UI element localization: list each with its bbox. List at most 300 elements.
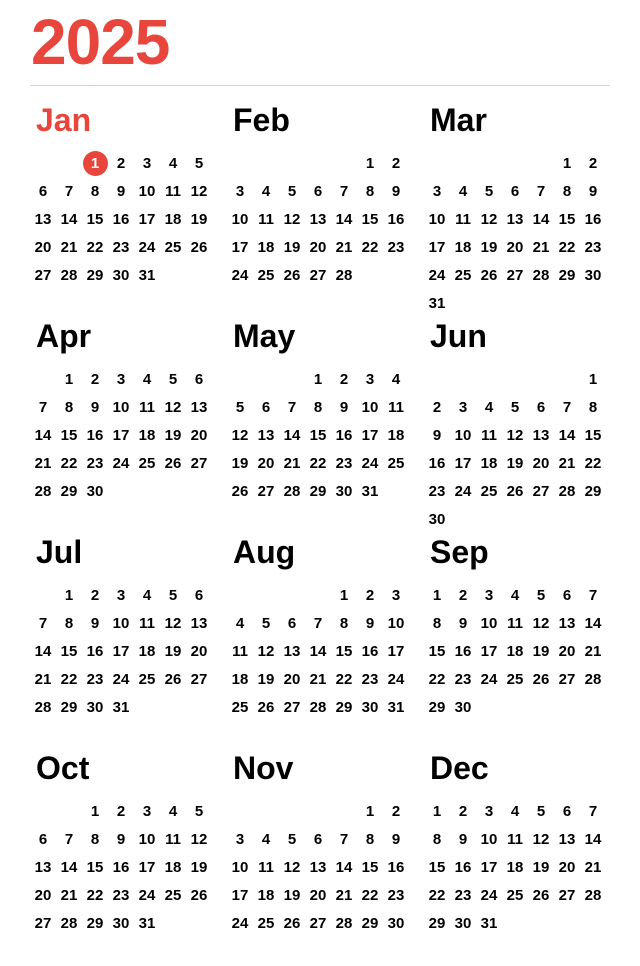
day-cell[interactable]: 6 (536, 398, 546, 416)
month-apr[interactable] (30, 314, 227, 530)
day-cell[interactable]: 19 (480, 238, 498, 256)
day-cell[interactable]: 20 (309, 238, 327, 256)
day-cell[interactable]: 13 (309, 210, 327, 228)
day-cell[interactable]: 1 (64, 586, 74, 604)
day-cell[interactable]: 22 (361, 238, 379, 256)
day-cell[interactable]: 25 (231, 698, 249, 716)
day-cell[interactable]: 13 (558, 614, 576, 632)
day-cell[interactable]: 23 (454, 670, 472, 688)
day-cell[interactable]: 15 (309, 426, 327, 444)
day-cell[interactable]: 28 (335, 266, 353, 284)
month-dec[interactable] (424, 746, 621, 962)
day-cell[interactable]: 22 (309, 454, 327, 472)
day-cell[interactable]: 24 (428, 266, 446, 284)
day-cell[interactable]: 29 (361, 914, 379, 932)
day-cell[interactable]: 21 (584, 858, 602, 876)
day-cell[interactable]: 17 (112, 426, 130, 444)
day-cell[interactable]: 8 (365, 830, 375, 848)
day-cell[interactable]: 3 (235, 830, 245, 848)
day-cell[interactable]: 25 (506, 886, 524, 904)
day-cell[interactable]: 1 (432, 586, 442, 604)
day-cell[interactable]: 16 (112, 858, 130, 876)
day-cell[interactable]: 7 (536, 182, 546, 200)
day-cell[interactable]: 29 (86, 914, 104, 932)
day-cell[interactable]: 21 (60, 886, 78, 904)
day-cell[interactable]: 27 (506, 266, 524, 284)
day-cell[interactable]: 12 (190, 182, 208, 200)
day-cell[interactable]: 3 (142, 154, 152, 172)
month-jan[interactable] (30, 98, 227, 314)
day-cell[interactable]: 20 (506, 238, 524, 256)
day-cell[interactable]: 29 (86, 266, 104, 284)
day-cell[interactable]: 10 (112, 398, 130, 416)
day-cell[interactable]: 11 (258, 210, 274, 228)
day-cell[interactable]: 9 (90, 398, 100, 416)
day-cell[interactable]: 13 (309, 858, 327, 876)
day-cell[interactable]: 5 (261, 614, 271, 632)
day-cell[interactable]: 2 (116, 802, 126, 820)
day-cell[interactable]: 26 (283, 266, 301, 284)
day-cell[interactable]: 28 (34, 482, 52, 500)
day-cell[interactable]: 15 (428, 642, 446, 660)
day-cell[interactable]: 1 (313, 370, 323, 388)
day-cell[interactable]: 21 (34, 454, 52, 472)
day-cell[interactable]: 26 (257, 698, 275, 716)
day-cell[interactable]: 22 (60, 454, 78, 472)
month-may[interactable] (227, 314, 424, 530)
day-cell[interactable]: 27 (309, 266, 327, 284)
month-jun[interactable] (424, 314, 621, 530)
day-cell[interactable]: 1 (562, 154, 572, 172)
day-cell[interactable]: 15 (60, 642, 78, 660)
month-mar[interactable] (424, 98, 621, 314)
day-cell[interactable]: 14 (34, 642, 52, 660)
day-cell[interactable]: 27 (34, 266, 52, 284)
day-cell[interactable]: 11 (232, 642, 248, 660)
day-cell[interactable]: 12 (532, 614, 550, 632)
day-cell[interactable]: 6 (510, 182, 520, 200)
day-cell[interactable]: 28 (335, 914, 353, 932)
day-cell[interactable]: 21 (283, 454, 301, 472)
day-cell[interactable]: 12 (190, 830, 208, 848)
day-cell[interactable]: 20 (532, 454, 550, 472)
month-name[interactable]: Jun (430, 318, 487, 354)
day-cell[interactable]: 20 (558, 642, 576, 660)
day-cell[interactable]: 7 (562, 398, 572, 416)
day-cell[interactable]: 13 (257, 426, 275, 444)
day-cell[interactable]: 22 (584, 454, 602, 472)
day-cell[interactable]: 4 (261, 830, 271, 848)
month-nov[interactable] (227, 746, 424, 962)
day-cell[interactable]: 3 (142, 802, 152, 820)
day-cell[interactable]: 20 (190, 426, 208, 444)
day-cell[interactable]: 8 (588, 398, 598, 416)
day-cell[interactable]: 7 (38, 398, 48, 416)
day-cell[interactable]: 9 (365, 614, 375, 632)
day-cell[interactable]: 21 (532, 238, 550, 256)
day-cell[interactable]: 12 (283, 210, 301, 228)
day-cell[interactable]: 5 (287, 182, 297, 200)
day-cell[interactable]: 14 (558, 426, 576, 444)
month-sep[interactable] (424, 530, 621, 746)
day-cell[interactable]: 26 (164, 670, 182, 688)
day-cell[interactable]: 3 (391, 586, 401, 604)
day-cell[interactable]: 16 (86, 426, 104, 444)
day-cell[interactable]: 7 (339, 830, 349, 848)
day-cell[interactable]: 23 (335, 454, 353, 472)
day-cell[interactable]: 9 (339, 398, 349, 416)
day-cell[interactable]: 6 (194, 586, 204, 604)
day-cell[interactable]: 19 (532, 858, 550, 876)
day-cell[interactable]: 27 (532, 482, 550, 500)
day-cell[interactable]: 5 (510, 398, 520, 416)
day-cell[interactable]: 7 (588, 586, 598, 604)
day-cell[interactable]: 28 (283, 482, 301, 500)
day-cell[interactable]: 23 (428, 482, 446, 500)
day-cell[interactable]: 7 (64, 830, 74, 848)
day-cell[interactable]: 19 (190, 210, 208, 228)
day-cell[interactable]: 17 (428, 238, 446, 256)
day-cell[interactable]: 18 (138, 642, 156, 660)
day-cell[interactable]: 10 (112, 614, 130, 632)
day-cell[interactable]: 9 (116, 182, 126, 200)
day-cell[interactable]: 30 (112, 266, 130, 284)
day-cell[interactable]: 30 (428, 510, 446, 528)
day-cell[interactable]: 18 (257, 238, 275, 256)
day-cell[interactable]: 8 (64, 398, 74, 416)
day-cell[interactable]: 1 (64, 370, 74, 388)
day-cell[interactable]: 15 (428, 858, 446, 876)
day-cell[interactable]: 21 (558, 454, 576, 472)
day-cell[interactable]: 15 (361, 858, 379, 876)
month-name[interactable]: Oct (36, 750, 90, 786)
day-cell[interactable]: 15 (335, 642, 353, 660)
month-jul[interactable] (30, 530, 227, 746)
day-cell[interactable]: 17 (138, 210, 156, 228)
day-cell[interactable]: 22 (428, 670, 446, 688)
day-cell[interactable]: 26 (506, 482, 524, 500)
day-cell[interactable]: 7 (38, 614, 48, 632)
day-cell[interactable]: 12 (164, 398, 182, 416)
day-cell[interactable]: 29 (309, 482, 327, 500)
day-cell[interactable]: 29 (335, 698, 353, 716)
day-cell[interactable]: 5 (235, 398, 245, 416)
day-cell[interactable]: 1 (365, 154, 375, 172)
day-cell[interactable]: 6 (194, 370, 204, 388)
day-cell[interactable]: 16 (454, 858, 472, 876)
day-cell[interactable]: 28 (60, 266, 78, 284)
day-cell[interactable]: 18 (164, 210, 182, 228)
day-cell[interactable]: 25 (164, 886, 182, 904)
day-cell[interactable]: 24 (231, 914, 249, 932)
day-cell[interactable]: 6 (38, 830, 48, 848)
day-cell[interactable]: 6 (313, 182, 323, 200)
day-cell[interactable]: 28 (532, 266, 550, 284)
month-name[interactable]: May (233, 318, 296, 354)
day-cell[interactable]: 8 (365, 182, 375, 200)
month-name[interactable]: Mar (430, 102, 487, 138)
day-cell[interactable]: 29 (584, 482, 602, 500)
day-cell[interactable]: 25 (164, 238, 182, 256)
day-cell[interactable]: 24 (454, 482, 472, 500)
day-cell[interactable]: 14 (283, 426, 301, 444)
day-cell[interactable]: 11 (139, 614, 155, 632)
day-cell[interactable]: 2 (90, 370, 100, 388)
day-cell[interactable]: 30 (454, 698, 472, 716)
day-cell[interactable]: 3 (235, 182, 245, 200)
day-cell[interactable]: 5 (536, 586, 546, 604)
day-cell[interactable]: 10 (231, 858, 249, 876)
day-cell[interactable]: 30 (112, 914, 130, 932)
day-cell[interactable]: 23 (86, 454, 104, 472)
day-cell[interactable]: 16 (584, 210, 602, 228)
day-cell[interactable]: 4 (391, 370, 401, 388)
day-cell[interactable]: 22 (60, 670, 78, 688)
day-cell[interactable]: 24 (480, 886, 498, 904)
day-cell[interactable]: 6 (562, 586, 572, 604)
day-cell[interactable]: 17 (231, 238, 249, 256)
day-cell[interactable]: 14 (532, 210, 550, 228)
day-cell[interactable]: 22 (86, 886, 104, 904)
today-day-cell[interactable] (82, 149, 108, 177)
day-cell[interactable]: 22 (428, 886, 446, 904)
day-cell[interactable]: 24 (138, 886, 156, 904)
day-cell[interactable]: 3 (365, 370, 375, 388)
day-cell[interactable]: 16 (428, 454, 446, 472)
day-cell[interactable]: 6 (287, 614, 297, 632)
day-cell[interactable]: 4 (235, 614, 245, 632)
day-cell[interactable]: 8 (432, 614, 442, 632)
day-cell[interactable]: 14 (60, 858, 78, 876)
day-cell[interactable]: 3 (484, 802, 494, 820)
day-cell[interactable]: 9 (458, 830, 468, 848)
day-cell[interactable]: 28 (584, 886, 602, 904)
day-cell[interactable]: 24 (480, 670, 498, 688)
day-cell[interactable]: 16 (387, 858, 405, 876)
day-cell[interactable]: 24 (138, 238, 156, 256)
day-cell[interactable]: 13 (506, 210, 524, 228)
day-cell[interactable]: 19 (231, 454, 249, 472)
day-cell[interactable]: 11 (388, 398, 404, 416)
day-cell[interactable]: 11 (507, 830, 523, 848)
day-cell[interactable]: 15 (86, 210, 104, 228)
day-cell[interactable]: 19 (190, 858, 208, 876)
day-cell[interactable]: 10 (138, 830, 156, 848)
day-cell[interactable]: 14 (584, 614, 602, 632)
month-name[interactable]: Aug (233, 534, 296, 570)
day-cell[interactable]: 29 (428, 698, 446, 716)
day-cell[interactable]: 12 (506, 426, 524, 444)
day-cell[interactable]: 18 (480, 454, 498, 472)
day-cell[interactable]: 4 (142, 370, 152, 388)
day-cell[interactable]: 1 (365, 802, 375, 820)
day-cell[interactable]: 23 (454, 886, 472, 904)
day-cell[interactable]: 26 (164, 454, 182, 472)
day-cell[interactable]: 31 (387, 698, 405, 716)
day-cell[interactable]: 9 (458, 614, 468, 632)
day-cell[interactable]: 9 (588, 182, 598, 200)
day-cell[interactable]: 13 (190, 398, 208, 416)
day-cell[interactable]: 4 (510, 586, 520, 604)
day-cell[interactable]: 15 (584, 426, 602, 444)
day-cell[interactable]: 11 (481, 426, 497, 444)
day-cell[interactable]: 19 (283, 238, 301, 256)
day-cell[interactable]: 2 (391, 154, 401, 172)
day-cell[interactable]: 20 (309, 886, 327, 904)
day-cell[interactable]: 16 (335, 426, 353, 444)
day-cell[interactable]: 2 (588, 154, 598, 172)
day-cell[interactable]: 7 (64, 182, 74, 200)
day-cell[interactable]: 6 (562, 802, 572, 820)
day-cell[interactable]: 12 (164, 614, 182, 632)
day-cell[interactable]: 23 (387, 886, 405, 904)
day-cell[interactable]: 31 (480, 914, 498, 932)
month-name[interactable]: Dec (430, 750, 489, 786)
day-cell[interactable]: 26 (190, 238, 208, 256)
day-cell[interactable]: 26 (190, 886, 208, 904)
day-cell[interactable]: 7 (339, 182, 349, 200)
day-cell[interactable]: 27 (190, 670, 208, 688)
day-cell[interactable]: 21 (34, 670, 52, 688)
day-cell[interactable]: 3 (484, 586, 494, 604)
day-cell[interactable]: 10 (138, 182, 156, 200)
day-cell[interactable]: 19 (532, 642, 550, 660)
day-cell[interactable]: 14 (335, 858, 353, 876)
day-cell[interactable]: 18 (506, 858, 524, 876)
day-cell[interactable]: 31 (428, 294, 446, 312)
day-cell[interactable]: 21 (584, 642, 602, 660)
day-cell[interactable]: 27 (558, 670, 576, 688)
day-cell[interactable]: 11 (507, 614, 523, 632)
day-cell[interactable]: 29 (558, 266, 576, 284)
day-cell[interactable]: 28 (309, 698, 327, 716)
day-cell[interactable]: 20 (34, 886, 52, 904)
month-feb[interactable] (227, 98, 424, 314)
day-cell[interactable]: 24 (361, 454, 379, 472)
day-cell[interactable]: 4 (261, 182, 271, 200)
day-cell[interactable]: 4 (510, 802, 520, 820)
day-cell[interactable]: 15 (361, 210, 379, 228)
day-cell[interactable]: 21 (60, 238, 78, 256)
month-name[interactable]: Nov (233, 750, 294, 786)
day-cell[interactable]: 26 (480, 266, 498, 284)
day-cell[interactable]: 1 (339, 586, 349, 604)
day-cell[interactable]: 11 (258, 858, 274, 876)
day-cell[interactable]: 17 (480, 858, 498, 876)
day-cell[interactable]: 25 (138, 454, 156, 472)
day-cell[interactable]: 4 (142, 586, 152, 604)
day-cell[interactable]: 17 (112, 642, 130, 660)
day-cell[interactable]: 7 (287, 398, 297, 416)
day-cell[interactable]: 6 (261, 398, 271, 416)
day-cell[interactable]: 23 (584, 238, 602, 256)
day-cell[interactable]: 16 (86, 642, 104, 660)
day-cell[interactable]: 8 (432, 830, 442, 848)
day-cell[interactable]: 26 (532, 670, 550, 688)
day-cell[interactable]: 24 (112, 454, 130, 472)
day-cell[interactable]: 21 (335, 886, 353, 904)
day-cell[interactable]: 15 (60, 426, 78, 444)
day-cell[interactable]: 22 (361, 886, 379, 904)
day-cell[interactable]: 14 (60, 210, 78, 228)
day-cell[interactable]: 13 (558, 830, 576, 848)
day-cell[interactable]: 30 (86, 698, 104, 716)
day-cell[interactable]: 18 (164, 858, 182, 876)
day-cell[interactable]: 23 (387, 238, 405, 256)
day-cell[interactable]: 4 (458, 182, 468, 200)
day-cell[interactable]: 2 (458, 586, 468, 604)
day-cell[interactable]: 1 (90, 802, 100, 820)
day-cell[interactable]: 1 (588, 370, 598, 388)
day-cell[interactable]: 20 (34, 238, 52, 256)
day-cell[interactable]: 17 (361, 426, 379, 444)
day-cell[interactable]: 12 (257, 642, 275, 660)
day-cell[interactable]: 4 (168, 154, 178, 172)
day-cell[interactable]: 31 (361, 482, 379, 500)
day-cell[interactable]: 12 (480, 210, 498, 228)
day-cell[interactable]: 8 (64, 614, 74, 632)
day-cell[interactable]: 18 (387, 426, 405, 444)
day-cell[interactable]: 6 (38, 182, 48, 200)
day-cell[interactable]: 29 (60, 698, 78, 716)
day-cell[interactable]: 5 (484, 182, 494, 200)
day-cell[interactable]: 27 (558, 886, 576, 904)
day-cell[interactable]: 18 (231, 670, 249, 688)
day-cell[interactable]: 26 (532, 886, 550, 904)
day-cell[interactable]: 31 (138, 914, 156, 932)
day-cell[interactable]: 2 (90, 586, 100, 604)
day-cell[interactable]: 13 (34, 210, 52, 228)
day-cell[interactable]: 5 (194, 154, 204, 172)
day-cell[interactable]: 17 (138, 858, 156, 876)
day-cell[interactable]: 8 (313, 398, 323, 416)
day-cell[interactable]: 25 (257, 266, 275, 284)
day-cell[interactable]: 25 (480, 482, 498, 500)
day-cell[interactable]: 3 (116, 586, 126, 604)
day-cell[interactable]: 18 (506, 642, 524, 660)
month-name[interactable]: Jul (36, 534, 83, 570)
day-cell[interactable]: 9 (90, 614, 100, 632)
day-cell[interactable]: 10 (428, 210, 446, 228)
day-cell[interactable]: 8 (339, 614, 349, 632)
day-cell[interactable]: 30 (387, 914, 405, 932)
day-cell[interactable]: 5 (168, 370, 178, 388)
day-cell[interactable]: 7 (313, 614, 323, 632)
day-cell[interactable]: 22 (86, 238, 104, 256)
day-cell[interactable]: 30 (335, 482, 353, 500)
day-cell[interactable]: 13 (283, 642, 301, 660)
day-cell[interactable]: 9 (391, 182, 401, 200)
month-aug[interactable] (227, 530, 424, 746)
day-cell[interactable]: 20 (283, 670, 301, 688)
day-cell[interactable]: 27 (309, 914, 327, 932)
day-cell[interactable]: 25 (138, 670, 156, 688)
day-cell[interactable]: 30 (584, 266, 602, 284)
day-cell[interactable]: 8 (90, 182, 100, 200)
day-cell[interactable]: 19 (164, 426, 182, 444)
day-cell[interactable]: 3 (432, 182, 442, 200)
day-cell[interactable]: 1 (432, 802, 442, 820)
day-cell[interactable]: 25 (454, 266, 472, 284)
day-cell[interactable]: 16 (112, 210, 130, 228)
day-cell[interactable]: 17 (387, 642, 405, 660)
day-cell[interactable]: 9 (432, 426, 442, 444)
day-cell[interactable]: 14 (335, 210, 353, 228)
day-cell[interactable]: 8 (562, 182, 572, 200)
day-cell[interactable]: 26 (283, 914, 301, 932)
month-name[interactable]: Feb (233, 102, 290, 138)
day-cell[interactable]: 10 (454, 426, 472, 444)
